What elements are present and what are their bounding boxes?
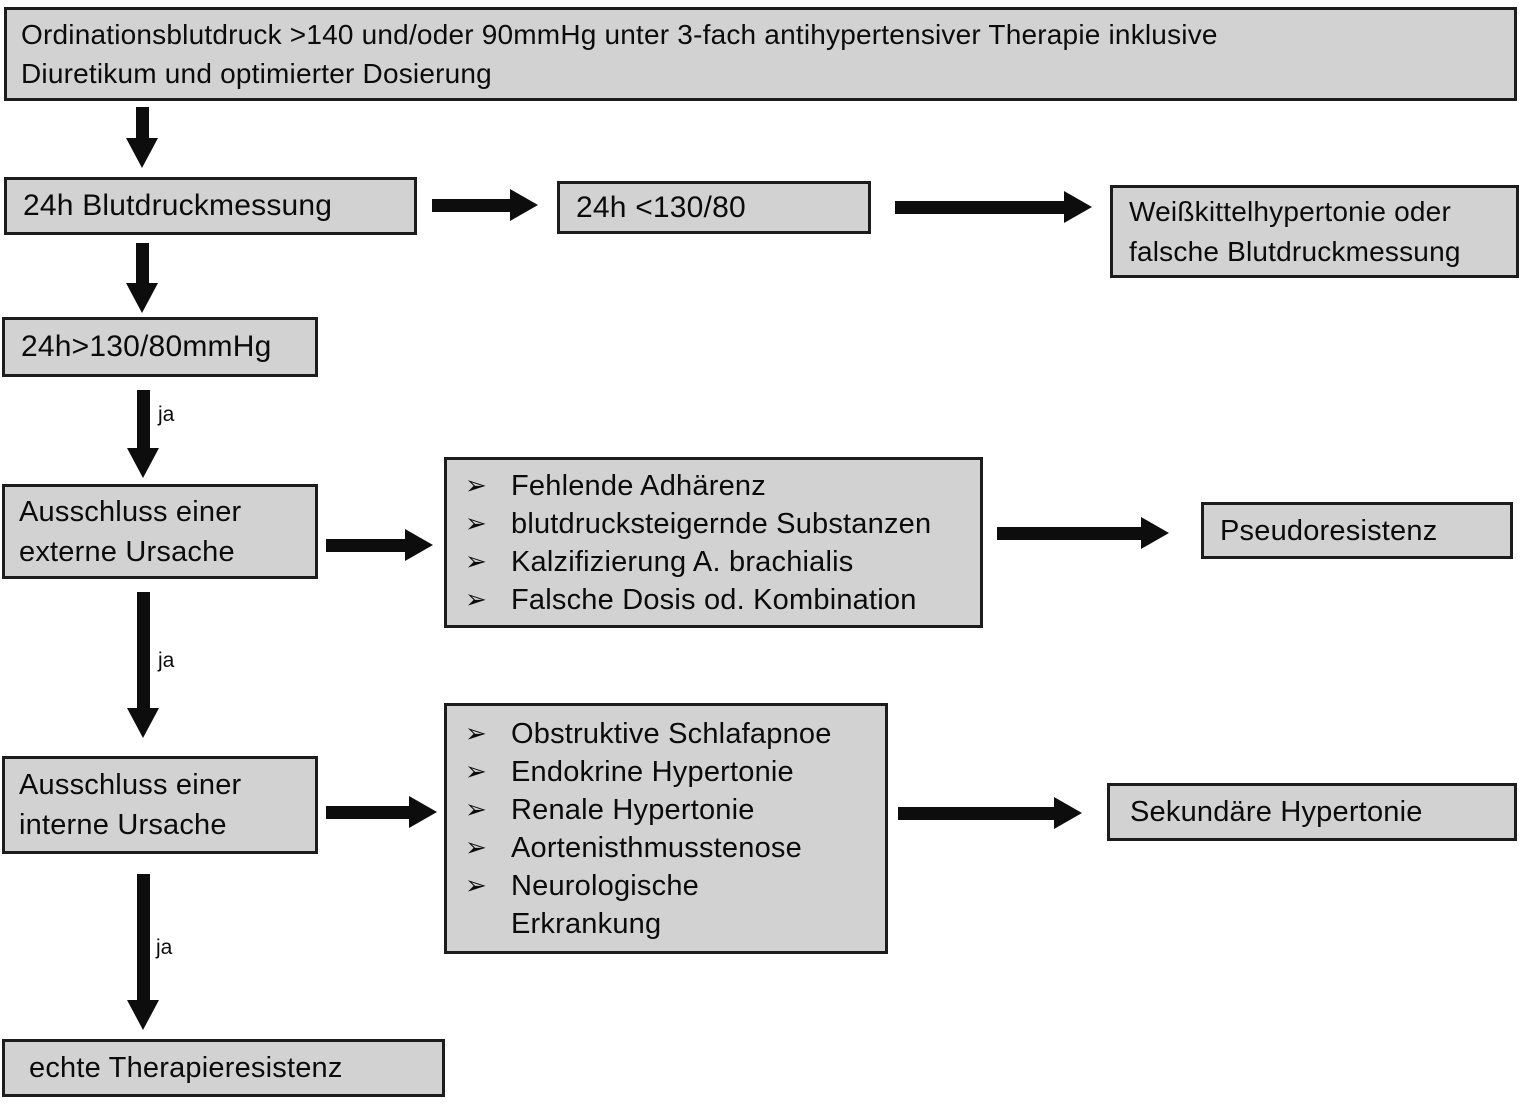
criteria-line-2: Diuretikum und optimierter Dosierung <box>21 58 492 89</box>
arrow-down-external-to-internal-icon <box>127 592 159 738</box>
box-exclude-internal <box>2 756 318 854</box>
list-item-text: Obstruktive Schlafapnoe <box>511 717 832 750</box>
list-item-text: Kalzifizierung A. brachialis <box>511 545 854 578</box>
list-item <box>465 791 879 829</box>
list-item <box>465 505 974 543</box>
list-item <box>465 543 974 581</box>
box-abpm-normal <box>557 181 871 234</box>
box-white-coat-label: Weißkittelhypertonie oder falsche Blutdruckmessung <box>1129 195 1461 267</box>
box-abpm-normal-label: 24h <130/80 <box>576 190 746 224</box>
arrow-right-abpm-to-normal-icon <box>432 189 538 221</box>
box-abpm-high-label: 24h>130/80mmHg <box>21 330 272 363</box>
list-item-text: Fehlende Adhärenz <box>511 469 766 502</box>
criteria-line-1: Ordinationsblutdruck >140 und/oder 90mmHg unter 3-fach antihypertensiver Therapie inklusive <box>21 19 1218 50</box>
box-abpm-label: 24h Blutdruckmessung <box>23 189 333 222</box>
arrow-down-internal-to-true-icon <box>127 874 159 1030</box>
list-item <box>465 753 879 791</box>
list-external-causes <box>444 457 983 628</box>
arrow-down-abpm-to-high-icon <box>126 243 158 313</box>
list-item <box>465 867 879 943</box>
arrow-right-internal-to-causes-icon <box>326 796 437 828</box>
arrow-down-high-to-external-icon <box>127 390 159 478</box>
arrowhead-bullet-icon: ➢ <box>465 718 487 749</box>
box-abpm <box>4 177 417 235</box>
arrowhead-bullet-icon: ➢ <box>465 870 487 901</box>
arrowhead-bullet-icon: ➢ <box>465 470 487 501</box>
box-white-coat <box>1110 185 1519 278</box>
arrowhead-bullet-icon: ➢ <box>465 508 487 539</box>
list-item-text: Renale Hypertonie <box>511 793 755 826</box>
box-pseudoresistance <box>1201 502 1513 559</box>
list-item-text: Aortenisthmusstenose <box>511 831 802 864</box>
box-exclude-external-label: Ausschluss einer externe Ursache <box>19 495 242 568</box>
box-exclude-external <box>2 484 318 579</box>
list-item-text: Falsche Dosis od. Kombination <box>511 583 917 616</box>
box-true-resistance <box>2 1039 445 1097</box>
arrowhead-bullet-icon: ➢ <box>465 756 487 787</box>
box-true-resistance-label: echte Therapieresistenz <box>29 1052 343 1084</box>
list-item <box>465 829 879 867</box>
arrow-down-criteria-to-abpm-icon <box>126 107 158 168</box>
arrow-right-normal-to-whitecoat-icon <box>895 191 1092 223</box>
arrow-right-causes-to-secondary-icon <box>898 797 1082 829</box>
arrowhead-bullet-icon: ➢ <box>465 832 487 863</box>
list-item <box>465 715 879 753</box>
list-internal-causes <box>444 703 888 954</box>
edge-label-ja-1: ja <box>158 403 175 426</box>
arrowhead-bullet-icon: ➢ <box>465 546 487 577</box>
arrowhead-bullet-icon: ➢ <box>465 794 487 825</box>
arrowhead-bullet-icon: ➢ <box>465 584 487 615</box>
list-item <box>465 581 974 619</box>
box-pseudoresistance-label: Pseudoresistenz <box>1220 514 1438 547</box>
edge-label-ja-2: ja <box>158 649 175 672</box>
list-item-text: Neurologische Erkrankung <box>511 869 699 940</box>
box-criteria <box>4 7 1517 101</box>
box-secondary-hypertension <box>1107 783 1517 841</box>
box-abpm-high <box>2 317 318 377</box>
list-item-text: Endokrine Hypertonie <box>511 755 794 788</box>
arrow-right-external-to-causes-icon <box>326 529 433 561</box>
edge-label-ja-3: ja <box>156 936 173 959</box>
list-item <box>465 467 974 505</box>
arrow-right-causes-to-pseudo-icon <box>997 517 1169 549</box>
box-secondary-hypertension-label: Sekundäre Hypertonie <box>1130 796 1423 828</box>
box-exclude-internal-label: Ausschluss einer interne Ursache <box>19 769 242 841</box>
list-item-text: blutdrucksteigernde Substanzen <box>511 507 932 540</box>
